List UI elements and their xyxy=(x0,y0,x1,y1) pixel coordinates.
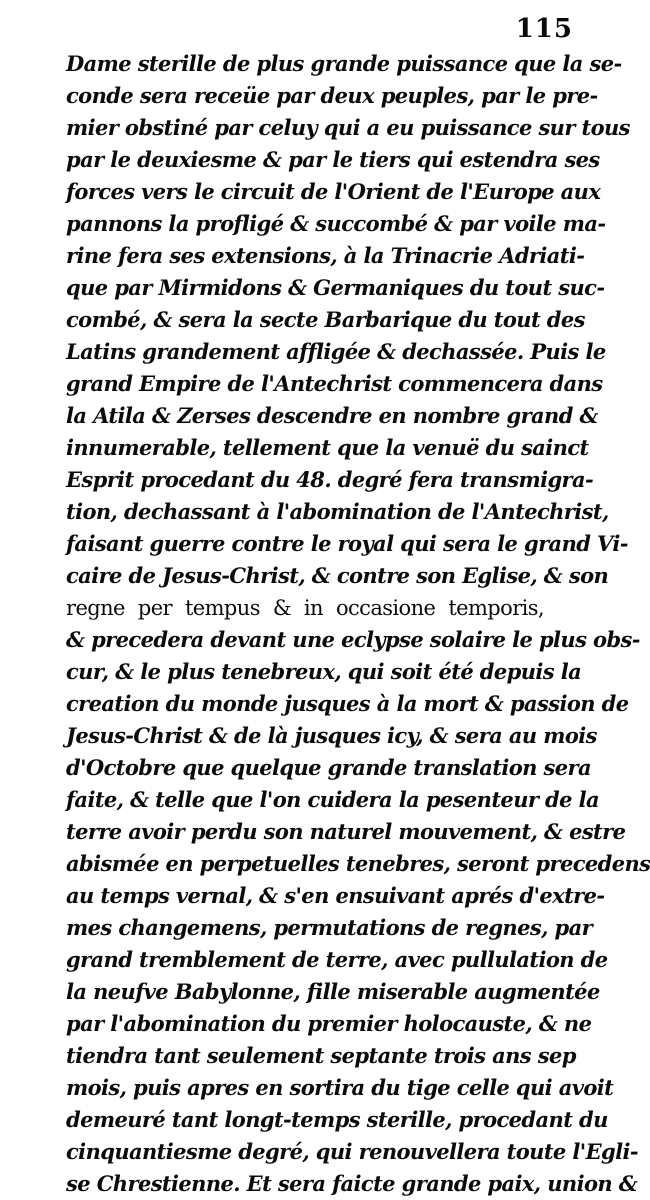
text-line: d'Octobre que quelque grande translation sera xyxy=(66,755,591,780)
page-number: 115 xyxy=(515,14,573,44)
text-line: creation du monde jusques à la mort & passion de xyxy=(66,691,629,716)
text-line: abismée en perpetuelles tenebres, seront precedens xyxy=(66,851,650,876)
text-line: cur, & le plus tenebreux, qui soit été depuis la xyxy=(66,659,582,684)
text-line: combé, & sera la secte Barbarique du tout des xyxy=(66,307,585,332)
text-line: pannons la profligé & succombé & par voile ma- xyxy=(66,211,606,236)
text-line: forces vers le circuit de l'Orient de l'Europe aux xyxy=(66,179,601,204)
text-line: au temps vernal, & s'en ensuivant aprés d'extre- xyxy=(66,883,605,908)
text-line: faisant guerre contre le royal qui sera le grand Vi- xyxy=(66,531,628,556)
text-line: mes changemens, permutations de regnes, par xyxy=(66,915,593,940)
text-line: mois, puis apres en sortira du tige celle qui avoit xyxy=(66,1075,614,1100)
text-line: & precedera devant une eclypse solaire le plus obs- xyxy=(66,627,640,652)
text-line: grand Empire de l'Antechrist commencera dans xyxy=(66,371,603,396)
text-line: tiendra tant seulement septante trois ans sep xyxy=(66,1043,576,1068)
text-line: cinquantiesme degré, qui renouvellera toute l'Egli- xyxy=(66,1139,638,1164)
text-line: conde sera receüe par deux peuples, par le pre- xyxy=(66,83,598,108)
text-line: innumerable, tellement que la venuë du sainct xyxy=(66,435,589,460)
body-text xyxy=(66,48,650,1200)
text-line: par le deuxiesme & par le tiers qui estendra ses xyxy=(66,147,600,172)
text-line: rine fera ses extensions, à la Trinacrie Adriati- xyxy=(66,243,585,268)
text-line: caire de Jesus-Christ, & contre son Eglise, & son xyxy=(66,563,609,588)
text-line: Jesus-Christ & de là jusques icy, & sera au mois xyxy=(66,723,597,748)
text-line: se Chrestienne. Et sera faicte grande paix, union & xyxy=(66,1171,638,1196)
text-line: Latins grandement affligée & dechassée. Puis le xyxy=(66,339,606,364)
text-line: terre avoir perdu son naturel mouvement, & estre xyxy=(66,819,626,844)
text-line-roman: regne per tempus & in occasione temporis, xyxy=(66,596,544,620)
text-line: tion, dechassant à l'abomination de l'Antechrist, xyxy=(66,499,609,524)
text-line: que par Mirmidons & Germaniques du tout suc- xyxy=(66,275,605,300)
text-line: mier obstiné par celuy qui a eu puissance sur tous xyxy=(66,115,630,140)
text-line: faite, & telle que l'on cuidera la pesenteur de la xyxy=(66,787,599,812)
text-line: grand tremblement de terre, avec pullulation de xyxy=(66,947,608,972)
text-line: par l'abomination du premier holocauste, & ne xyxy=(66,1011,592,1036)
text-line: demeuré tant longt-temps sterille, procedant du xyxy=(66,1107,608,1132)
text-line: la Atila & Zerses descendre en nombre grand & xyxy=(66,403,598,428)
text-line: Esprit procedant du 48. degré fera transmigra- xyxy=(66,467,594,492)
text-line: la neufve Babylonne, fille miserable augmentée xyxy=(66,979,600,1004)
text-line: Dame sterille de plus grande puissance que la se- xyxy=(66,51,622,76)
